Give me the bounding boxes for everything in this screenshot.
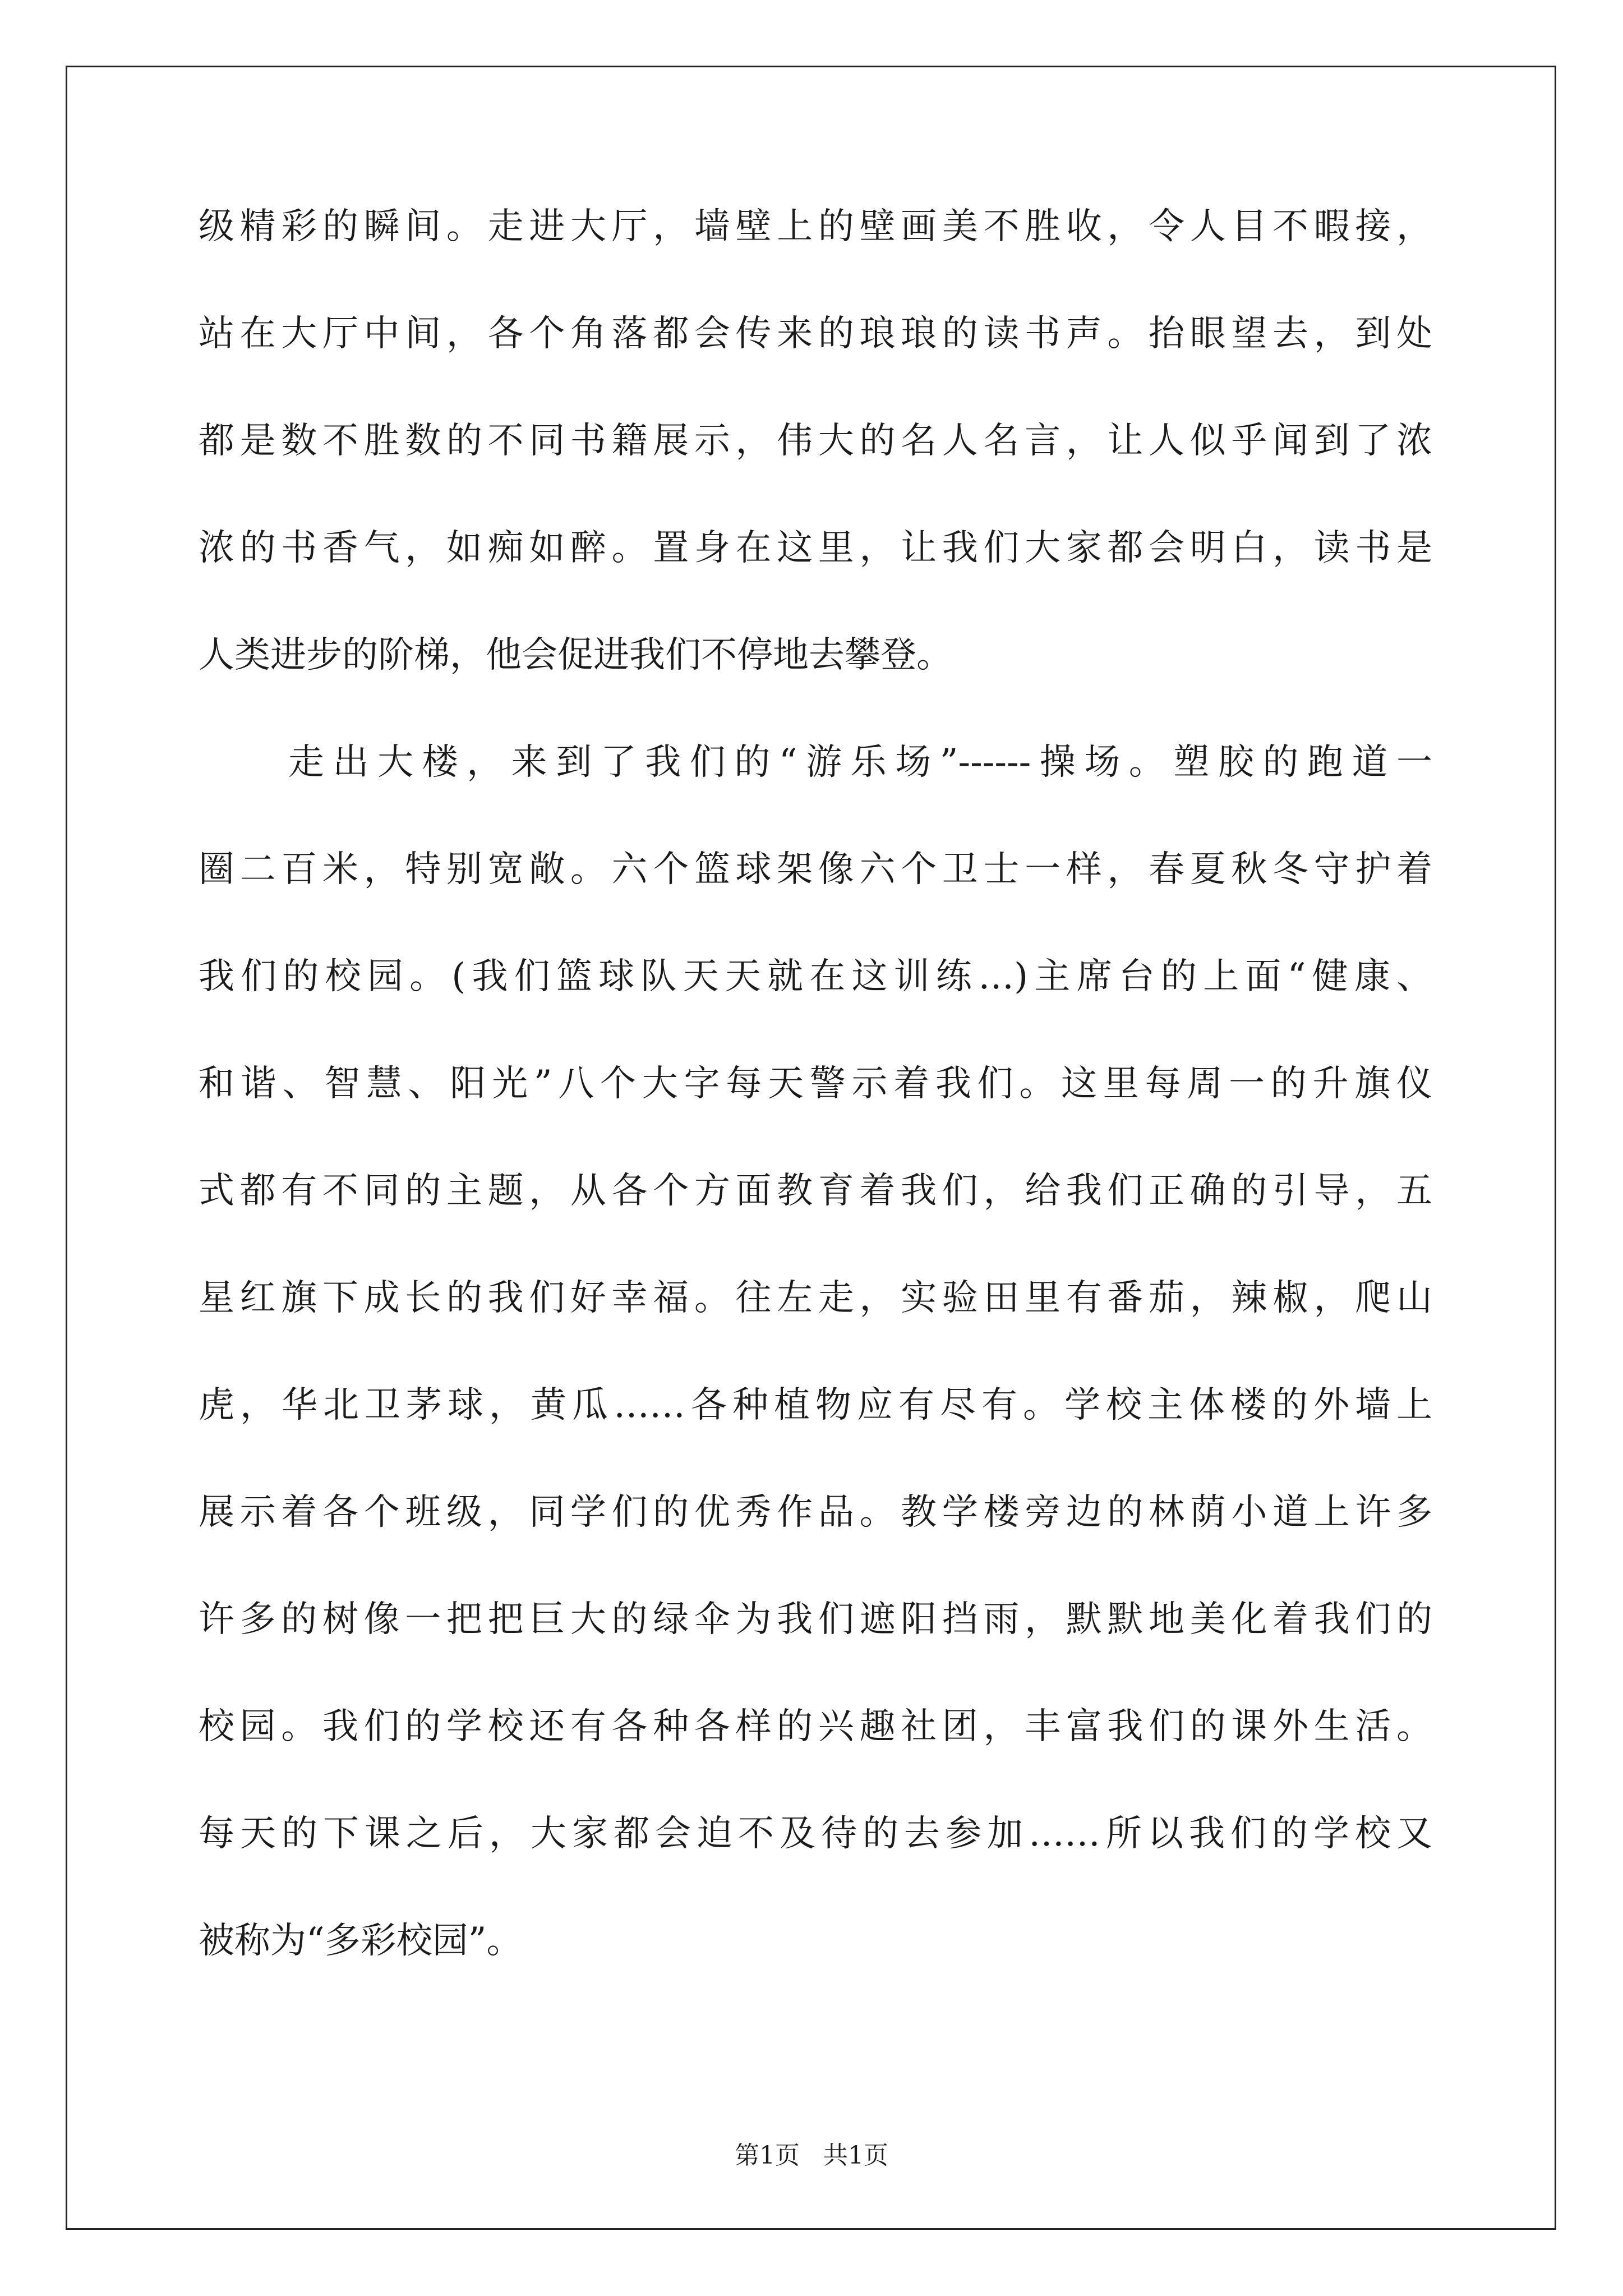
paragraph-1-line-4: 浓的书香气，如痴如醉。置身在这里，让我们大家都会明白，读书是	[199, 527, 1432, 569]
paragraph-2-line-12: 被称为“多彩校园”。	[199, 1920, 523, 1962]
paragraph-2-line-3: 我们的校园。(我们篮球队天天就在这训练…)主席台的上面“健康、	[199, 956, 1432, 997]
page-number-footer: 第1页 共1页	[735, 2141, 888, 2170]
paragraph-2-line-6: 星红旗下成长的我们好幸福。往左走，实验田里有番茄，辣椒，爬山	[199, 1277, 1432, 1319]
paragraph-2-line-2: 圈二百米，特别宽敞。六个篮球架像六个卫士一样，春夏秋冬守护着	[199, 849, 1432, 890]
paragraph-2-line-10: 校园。我们的学校还有各种各样的兴趣社团，丰富我们的课外生活。	[199, 1706, 1432, 1747]
paragraph-2-line-1: 走出大楼，来到了我们的“游乐场”------操场。塑胶的跑道一	[288, 742, 1432, 783]
paragraph-2-line-11: 每天的下课之后，大家都会迫不及待的去参加……所以我们的学校又	[199, 1813, 1432, 1855]
document-body	[199, 200, 1432, 2021]
paragraph-1-line-2: 站在大厅中间，各个角落都会传来的琅琅的读书声。抬眼望去，到处	[199, 313, 1432, 355]
paragraph-1-line-1: 级精彩的瞬间。走进大厅，墙壁上的壁画美不胜收，令人目不暇接，	[199, 206, 1432, 247]
paragraph-2-line-8: 展示着各个班级，同学们的优秀作品。教学楼旁边的林荫小道上许多	[199, 1492, 1432, 1533]
paragraph-2-line-4: 和谐、智慧、阳光”八个大字每天警示着我们。这里每周一的升旗仪	[199, 1063, 1432, 1105]
paragraph-1-line-5: 人类进步的阶梯，他会促进我们不停地去攀登。	[199, 634, 952, 676]
paragraph-1-line-3: 都是数不胜数的不同书籍展示，伟大的名人名言，让人似乎闻到了浓	[199, 420, 1432, 462]
paragraph-2-line-9: 许多的树像一把把巨大的绿伞为我们遮阳挡雨，默默地美化着我们的	[199, 1599, 1432, 1640]
paragraph-2-line-7: 虎，华北卫茅球，黄瓜……各种植物应有尽有。学校主体楼的外墙上	[199, 1384, 1432, 1426]
paragraph-2-line-5: 式都有不同的主题，从各个方面教育着我们，给我们正确的引导，五	[199, 1170, 1432, 1212]
